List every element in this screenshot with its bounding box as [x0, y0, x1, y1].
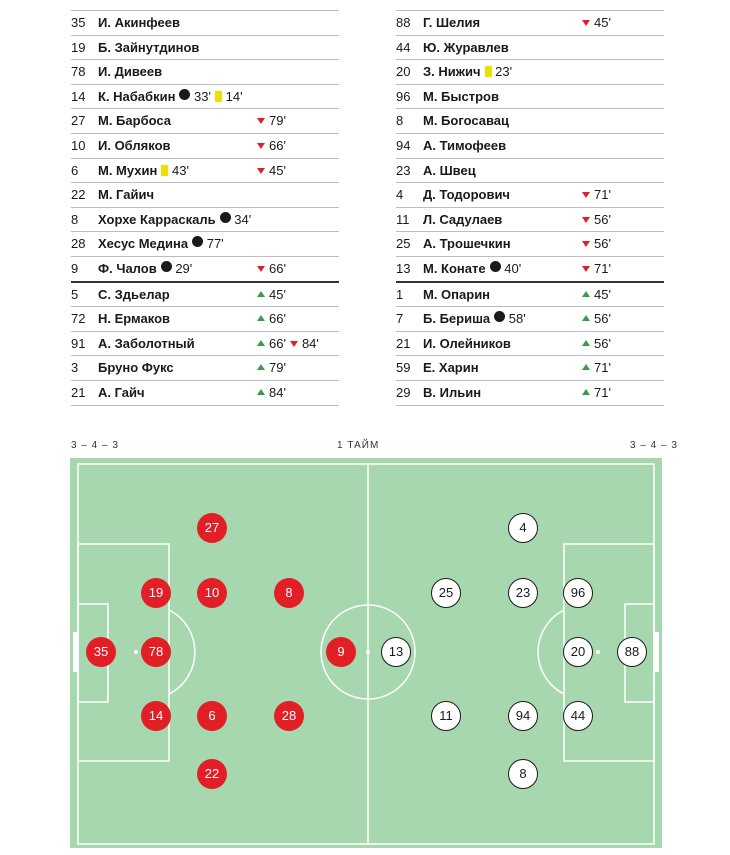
- substitution-info: [257, 134, 290, 158]
- sub-in: [257, 287, 286, 302]
- player-row: [396, 306, 664, 331]
- player-number: 35: [71, 15, 86, 30]
- event-minute: 23': [495, 64, 513, 80]
- sub-minute: 56': [594, 335, 611, 351]
- event-minute: 29': [175, 260, 193, 276]
- player-name: Н. Ермаков: [98, 311, 170, 327]
- sub-minute: 45': [594, 15, 611, 30]
- substitution-info: [582, 232, 615, 256]
- sub-minute: 71': [594, 384, 611, 400]
- player-name: Ф. Чалов 29': [98, 260, 193, 276]
- sub-minute: 66': [269, 260, 286, 276]
- event-minute: 58': [508, 311, 526, 327]
- player-number: 20: [396, 64, 411, 80]
- player-number: 5: [71, 286, 79, 302]
- away-player-marker: 23: [508, 578, 538, 608]
- arrow-down-icon: [290, 341, 298, 347]
- player-row: [71, 10, 339, 35]
- player-name: А. Заболотный: [98, 335, 195, 351]
- player-name: Хесус Медина 77': [98, 236, 224, 252]
- player-number: 21: [396, 335, 411, 351]
- substitution-info: [257, 381, 290, 405]
- player-number: 14: [71, 88, 86, 104]
- player-row: [396, 207, 664, 232]
- yellow-card-icon: [485, 66, 492, 77]
- player-row: [71, 256, 339, 281]
- event-minute: 33': [194, 88, 211, 104]
- player-name: М. Опарин: [423, 286, 491, 302]
- ball-icon: [490, 261, 501, 272]
- away-player-marker: 20: [563, 637, 593, 667]
- player-number: 88: [396, 15, 411, 30]
- player-name: М. Быстров: [423, 88, 499, 104]
- sub-minute: 56': [594, 311, 611, 327]
- ball-icon: [179, 89, 190, 100]
- arrow-up-icon: [257, 364, 265, 370]
- player-name: А. Швец: [423, 162, 476, 178]
- arrow-down-icon: [582, 266, 590, 272]
- player-name: Л. Садулаев: [423, 211, 503, 227]
- player-number: 25: [396, 236, 411, 252]
- arrow-down-icon: [582, 192, 590, 198]
- sub-in: [582, 287, 611, 302]
- arrow-down-icon: [257, 143, 265, 149]
- player-number: 3: [71, 360, 79, 376]
- sub-in: [582, 360, 611, 375]
- player-name: М. Мухин 43': [98, 162, 189, 178]
- player-name: Бруно Фукс: [98, 360, 174, 376]
- player-name: С. Здьелар: [98, 286, 170, 302]
- goal-event: [192, 236, 224, 251]
- player-number: 23: [396, 162, 411, 178]
- sub-minute: 71': [594, 260, 611, 276]
- arrow-up-icon: [257, 315, 265, 321]
- away-player-marker: 88: [617, 637, 647, 667]
- player-number: 6: [71, 162, 79, 178]
- arrow-up-icon: [582, 389, 590, 395]
- player-name: А. Трошечкин: [423, 236, 511, 252]
- substitution-info: [582, 283, 615, 307]
- player-number: 91: [71, 335, 86, 351]
- sub-minute: 56': [594, 211, 611, 227]
- sub-minute: 84': [269, 384, 286, 400]
- player-number: 1: [396, 286, 404, 302]
- right-penalty-spot: [596, 650, 600, 654]
- sub-minute: 66': [269, 335, 286, 351]
- substitution-info: [257, 307, 290, 331]
- player-name: И. Олейников: [423, 335, 511, 351]
- player-name: Хорхе Карраскаль 34': [98, 211, 252, 227]
- sub-minute: 45': [594, 286, 611, 302]
- player-number: 96: [396, 88, 411, 104]
- arrow-down-icon: [257, 266, 265, 272]
- sub-minute: 45': [269, 162, 286, 178]
- player-name: И. Дивеев: [98, 64, 163, 80]
- sub-minute: 79': [269, 113, 286, 129]
- ball-icon: [494, 311, 505, 322]
- substitution-info: [582, 307, 615, 331]
- goal-event: [220, 212, 252, 227]
- ball-icon: [192, 236, 203, 247]
- arrow-down-icon: [257, 168, 265, 174]
- player-name: Е. Харин: [423, 360, 479, 376]
- player-name: Б. Зайнутдинов: [98, 39, 200, 55]
- sub-out: [582, 15, 611, 30]
- home-player-marker: 35: [86, 637, 116, 667]
- player-row: [71, 306, 339, 331]
- arrow-up-icon: [257, 340, 265, 346]
- player-row: [71, 231, 339, 256]
- home-player-marker: 14: [141, 701, 171, 731]
- goal-event: [161, 261, 193, 276]
- sub-out: [582, 212, 611, 227]
- home-player-marker: 22: [197, 759, 227, 789]
- player-row: [396, 256, 664, 281]
- substitution-info: [582, 208, 615, 232]
- sub-in: [257, 360, 286, 375]
- arrow-down-icon: [582, 241, 590, 247]
- away-player-marker: 44: [563, 701, 593, 731]
- player-number: 44: [396, 39, 411, 55]
- player-row: [71, 331, 339, 356]
- sub-in: [582, 385, 611, 400]
- away-formation: 3 – 4 – 3: [630, 440, 678, 451]
- away-player-marker: 25: [431, 578, 461, 608]
- player-row: [396, 133, 664, 158]
- player-number: 19: [71, 39, 86, 55]
- player-name: К. Набабкин 33' 14': [98, 88, 243, 104]
- player-row: [71, 59, 339, 84]
- sub-in: [257, 385, 286, 400]
- center-spot: [366, 650, 370, 654]
- home-lineup-table: [71, 10, 339, 406]
- player-number: 28: [71, 236, 86, 252]
- player-row: [71, 281, 339, 307]
- player-name: А. Тимофеев: [423, 137, 507, 153]
- home-player-marker: 9: [326, 637, 356, 667]
- player-name: Д. Тодорович: [423, 187, 510, 203]
- football-pitch: [70, 458, 662, 848]
- player-row: [396, 331, 664, 356]
- left-goal: [73, 632, 78, 672]
- away-lineup-table: [396, 10, 664, 406]
- ball-icon: [220, 212, 231, 223]
- substitution-info: [257, 257, 290, 281]
- player-number: 27: [71, 113, 86, 129]
- player-number: 7: [396, 311, 404, 327]
- yellow-card-event: [161, 163, 189, 178]
- player-name: И. Обляков: [98, 137, 171, 153]
- event-minute: 34': [234, 211, 252, 227]
- player-number: 21: [71, 384, 86, 400]
- home-player-marker: 78: [141, 637, 171, 667]
- away-player-marker: 4: [508, 513, 538, 543]
- away-player-marker: 94: [508, 701, 538, 731]
- player-number: 10: [71, 137, 86, 153]
- player-number: 29: [396, 384, 411, 400]
- arrow-up-icon: [582, 364, 590, 370]
- home-player-marker: 10: [197, 578, 227, 608]
- player-number: 8: [71, 211, 79, 227]
- sub-minute: 71': [594, 360, 611, 376]
- player-row: [71, 108, 339, 133]
- right-goal: [654, 632, 659, 672]
- substitution-info: [582, 356, 615, 380]
- player-row: [396, 355, 664, 380]
- sub-out: [257, 261, 286, 276]
- away-player-marker: 8: [508, 759, 538, 789]
- arrow-up-icon: [257, 389, 265, 395]
- arrow-up-icon: [582, 340, 590, 346]
- player-row: [71, 133, 339, 158]
- sub-minute: 84': [301, 335, 319, 351]
- substitution-info: [582, 183, 615, 207]
- sub-minute: 71': [594, 187, 611, 203]
- sub-out: [582, 236, 611, 251]
- yellow-card-icon: [215, 91, 222, 102]
- arrow-up-icon: [257, 291, 265, 297]
- player-row: [71, 380, 339, 406]
- sub-minute: 45': [269, 286, 286, 302]
- player-number: 94: [396, 137, 411, 153]
- player-name: Ю. Журавлев: [423, 39, 509, 55]
- player-name: Б. Бериша 58': [423, 311, 526, 327]
- substitution-info: [582, 11, 615, 35]
- away-player-marker: 11: [431, 701, 461, 731]
- event-minute: 77': [206, 236, 224, 252]
- goal-event: [490, 261, 522, 276]
- player-name: З. Нижич 23': [423, 64, 513, 80]
- substitution-info: [257, 159, 290, 183]
- player-row: [71, 207, 339, 232]
- player-row: [71, 182, 339, 207]
- substitution-info: [257, 109, 290, 133]
- event-minute: 43': [171, 162, 189, 178]
- substitution-info: [257, 283, 290, 307]
- home-player-marker: 19: [141, 578, 171, 608]
- player-row: [396, 10, 664, 35]
- event-minute: 14': [225, 88, 243, 104]
- player-row: [396, 281, 664, 307]
- sub-out: [257, 138, 286, 153]
- goal-event: [179, 89, 211, 104]
- home-player-marker: 8: [274, 578, 304, 608]
- player-name: Г. Шелия: [423, 15, 481, 30]
- player-number: 9: [71, 260, 79, 276]
- player-row: [396, 35, 664, 60]
- player-number: 8: [396, 113, 404, 129]
- player-name: М. Конате 40': [423, 260, 522, 276]
- player-name: М. Богосавац: [423, 113, 510, 129]
- player-row: [71, 35, 339, 60]
- substitution-info: [582, 381, 615, 405]
- substitution-info: [257, 332, 323, 356]
- player-row: [396, 182, 664, 207]
- left-penalty-spot: [134, 650, 138, 654]
- yellow-card-event: [215, 89, 243, 104]
- sub-in: [257, 311, 286, 326]
- sub-out: [257, 163, 286, 178]
- player-number: 72: [71, 311, 86, 327]
- substitution-info: [582, 257, 615, 281]
- player-number: 59: [396, 360, 411, 376]
- yellow-card-icon: [161, 165, 168, 176]
- substitution-info: [582, 332, 615, 356]
- arrow-down-icon: [257, 118, 265, 124]
- sub-out: [257, 113, 286, 128]
- arrow-down-icon: [582, 20, 590, 26]
- player-number: 13: [396, 260, 411, 276]
- player-name: М. Гайич: [98, 187, 155, 203]
- player-row: [71, 84, 339, 109]
- home-player-marker: 6: [197, 701, 227, 731]
- player-row: [396, 108, 664, 133]
- event-minute: 40': [504, 260, 522, 276]
- player-number: 78: [71, 64, 86, 80]
- sub-out: [582, 187, 611, 202]
- away-player-marker: 96: [563, 578, 593, 608]
- player-row: [396, 380, 664, 406]
- sub-in: [582, 311, 611, 326]
- sub-in: [582, 336, 611, 351]
- player-number: 4: [396, 187, 404, 203]
- player-row: [396, 158, 664, 183]
- substitution-info: [257, 356, 290, 380]
- player-row: [71, 355, 339, 380]
- player-number: 11: [396, 211, 410, 227]
- sub-out: [290, 336, 319, 351]
- yellow-card-event: [485, 64, 513, 79]
- player-name: М. Барбоса: [98, 113, 171, 129]
- arrow-up-icon: [582, 291, 590, 297]
- sub-minute: 66': [269, 311, 286, 327]
- sub-minute: 66': [269, 137, 286, 153]
- home-formation: 3 – 4 – 3: [71, 440, 119, 451]
- player-row: [71, 158, 339, 183]
- sub-minute: 56': [594, 236, 611, 252]
- player-row: [396, 231, 664, 256]
- player-row: [396, 84, 664, 109]
- arrow-up-icon: [582, 315, 590, 321]
- player-number: 22: [71, 187, 86, 203]
- sub-minute: 79': [269, 360, 286, 376]
- ball-icon: [161, 261, 172, 272]
- goal-event: [494, 311, 526, 326]
- sub-out: [582, 261, 611, 276]
- half-label: 1 ТАЙМ: [337, 440, 380, 451]
- away-player-marker: 13: [381, 637, 411, 667]
- sub-in: [257, 336, 286, 351]
- home-player-marker: 27: [197, 513, 227, 543]
- player-name: В. Ильин: [423, 384, 482, 400]
- player-name: А. Гайч: [98, 384, 145, 400]
- player-row: [396, 59, 664, 84]
- home-player-marker: 28: [274, 701, 304, 731]
- arrow-down-icon: [582, 217, 590, 223]
- player-name: И. Акинфеев: [98, 15, 180, 30]
